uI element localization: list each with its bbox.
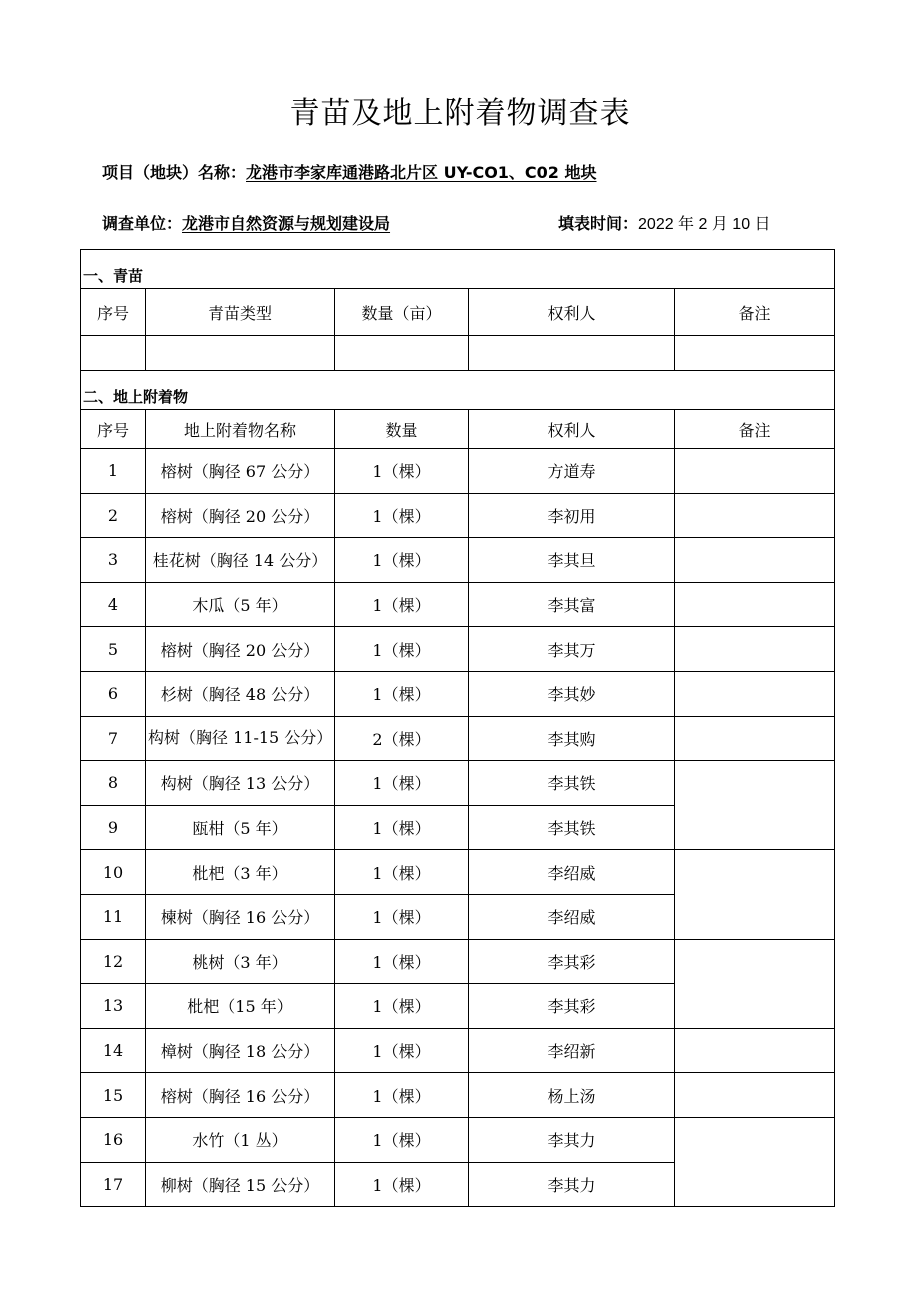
project-name-value: 龙港市李家库通港路北片区 UY-CO1、C02 地块	[246, 163, 597, 182]
quantity-cell: 1（棵）	[335, 1162, 469, 1207]
item-name-cell: 桃树（3 年）	[146, 939, 335, 984]
remarks-cell	[675, 939, 835, 1028]
header-cell: 地上附着物名称	[146, 410, 335, 449]
owner-cell: 李其购	[469, 716, 675, 761]
owner-cell: 杨上汤	[469, 1073, 675, 1118]
fill-date-label: 填表时间：	[558, 214, 639, 233]
quantity-cell: 1（棵）	[335, 493, 469, 538]
owner-cell: 李绍威	[469, 850, 675, 895]
row-number-cell: 11	[81, 894, 146, 939]
header-cell: 备注	[675, 410, 835, 449]
item-name-cell: 杉树（胸径 48 公分）	[146, 671, 335, 716]
empty-cell	[146, 336, 335, 371]
owner-cell: 李其彩	[469, 984, 675, 1029]
owner-cell: 李其妙	[469, 671, 675, 716]
remarks-cell	[675, 716, 835, 761]
row-number-cell: 13	[81, 984, 146, 1029]
table-row	[81, 850, 835, 895]
quantity-cell: 1（棵）	[335, 449, 469, 494]
remarks-cell	[675, 850, 835, 939]
project-name-label: 项目（地块）名称：	[102, 163, 247, 182]
item-name-cell: 榕树（胸径 20 公分）	[146, 627, 335, 672]
row-number-cell: 8	[81, 761, 146, 806]
owner-cell: 李其旦	[469, 538, 675, 583]
row-number-cell: 10	[81, 850, 146, 895]
owner-cell: 李其彩	[469, 939, 675, 984]
quantity-cell: 1（棵）	[335, 582, 469, 627]
header-cell: 序号	[81, 410, 146, 449]
row-number-cell: 2	[81, 493, 146, 538]
row-number-cell: 1	[81, 449, 146, 494]
remarks-cell	[675, 582, 835, 627]
fill-date-value: 2022 年 2 月 10 日	[638, 216, 771, 233]
row-number-cell: 9	[81, 805, 146, 850]
section-title: 一、青苗	[81, 250, 835, 289]
empty-cell	[81, 336, 146, 371]
quantity-cell: 1（棵）	[335, 761, 469, 806]
item-name-cell: 构树（胸径 13 公分）	[146, 761, 335, 806]
owner-cell: 李其铁	[469, 761, 675, 806]
survey-unit-line	[102, 211, 390, 234]
owner-cell: 李绍威	[469, 894, 675, 939]
item-name-cell: 瓯柑（5 年）	[146, 805, 335, 850]
table-row	[81, 671, 835, 716]
section-attachments-row	[81, 371, 835, 410]
item-name-cell: 榕树（胸径 20 公分）	[146, 493, 335, 538]
quantity-cell: 1（棵）	[335, 1028, 469, 1073]
remarks-cell	[675, 493, 835, 538]
row-number-cell: 12	[81, 939, 146, 984]
header-cell: 序号	[81, 289, 146, 336]
section-seedlings-row	[81, 250, 835, 289]
survey-table	[80, 249, 835, 1207]
table-row	[81, 627, 835, 672]
owner-cell: 李初用	[469, 493, 675, 538]
header-cell: 数量	[335, 410, 469, 449]
table-row	[81, 1073, 835, 1118]
empty-row	[81, 336, 835, 371]
row-number-cell: 15	[81, 1073, 146, 1118]
item-name-cell: 构树（胸径 11-15 公分）	[146, 716, 335, 761]
item-name-cell: 榕树（胸径 16 公分）	[146, 1073, 335, 1118]
header-cell: 权利人	[469, 289, 675, 336]
item-name-cell: 枇杷（15 年）	[146, 984, 335, 1029]
quantity-cell: 1（棵）	[335, 1073, 469, 1118]
item-name-cell: 楝树（胸径 16 公分）	[146, 894, 335, 939]
survey-unit-label: 调查单位：	[102, 214, 183, 233]
table-row	[81, 538, 835, 583]
fill-date-line	[558, 211, 771, 234]
item-name-cell: 桂花树（胸径 14 公分）	[146, 538, 335, 583]
remarks-cell	[675, 761, 835, 850]
header-cell: 青苗类型	[146, 289, 335, 336]
quantity-cell: 1（棵）	[335, 894, 469, 939]
table-row	[81, 1028, 835, 1073]
header-row	[81, 289, 835, 336]
item-name-cell: 樟树（胸径 18 公分）	[146, 1028, 335, 1073]
table-row	[81, 716, 835, 761]
quantity-cell: 1（棵）	[335, 984, 469, 1029]
row-number-cell: 14	[81, 1028, 146, 1073]
owner-cell: 李其力	[469, 1162, 675, 1207]
row-number-cell: 5	[81, 627, 146, 672]
table-row	[81, 1117, 835, 1162]
row-number-cell: 3	[81, 538, 146, 583]
owner-cell: 李其铁	[469, 805, 675, 850]
remarks-cell	[675, 627, 835, 672]
quantity-cell: 1（棵）	[335, 627, 469, 672]
item-name-cell: 榕树（胸径 67 公分）	[146, 449, 335, 494]
document-title: 青苗及地上附着物调查表	[289, 96, 631, 131]
project-name-line	[102, 160, 597, 183]
item-name-cell: 枇杷（3 年）	[146, 850, 335, 895]
owner-cell: 李其富	[469, 582, 675, 627]
remarks-cell	[675, 1117, 835, 1206]
quantity-cell: 1（棵）	[335, 939, 469, 984]
table-row	[81, 761, 835, 806]
table-row	[81, 582, 835, 627]
quantity-cell: 1（棵）	[335, 671, 469, 716]
remarks-cell	[675, 1028, 835, 1073]
quantity-cell: 1（棵）	[335, 805, 469, 850]
header-cell: 权利人	[469, 410, 675, 449]
row-number-cell: 7	[81, 716, 146, 761]
header-row	[81, 410, 835, 449]
header-cell: 数量（亩）	[335, 289, 469, 336]
remarks-cell	[675, 1073, 835, 1118]
owner-cell: 李绍新	[469, 1028, 675, 1073]
table-row	[81, 449, 835, 494]
table-row	[81, 939, 835, 984]
remarks-cell	[675, 671, 835, 716]
row-number-cell: 16	[81, 1117, 146, 1162]
survey-unit-value: 龙港市自然资源与规划建设局	[182, 214, 391, 233]
empty-cell	[335, 336, 469, 371]
remarks-cell	[675, 538, 835, 583]
owner-cell: 李其万	[469, 627, 675, 672]
quantity-cell: 1（棵）	[335, 850, 469, 895]
item-name-cell: 水竹（1 丛）	[146, 1117, 335, 1162]
quantity-cell: 2（棵）	[335, 716, 469, 761]
header-cell: 备注	[675, 289, 835, 336]
empty-cell	[469, 336, 675, 371]
owner-cell: 方道寿	[469, 449, 675, 494]
table-row	[81, 493, 835, 538]
owner-cell: 李其力	[469, 1117, 675, 1162]
row-number-cell: 17	[81, 1162, 146, 1207]
section-title: 二、地上附着物	[81, 371, 835, 410]
remarks-cell	[675, 449, 835, 494]
row-number-cell: 4	[81, 582, 146, 627]
quantity-cell: 1（棵）	[335, 538, 469, 583]
empty-cell	[675, 336, 835, 371]
item-name-cell: 木瓜（5 年）	[146, 582, 335, 627]
row-number-cell: 6	[81, 671, 146, 716]
quantity-cell: 1（棵）	[335, 1117, 469, 1162]
item-name-cell: 柳树（胸径 15 公分）	[146, 1162, 335, 1207]
